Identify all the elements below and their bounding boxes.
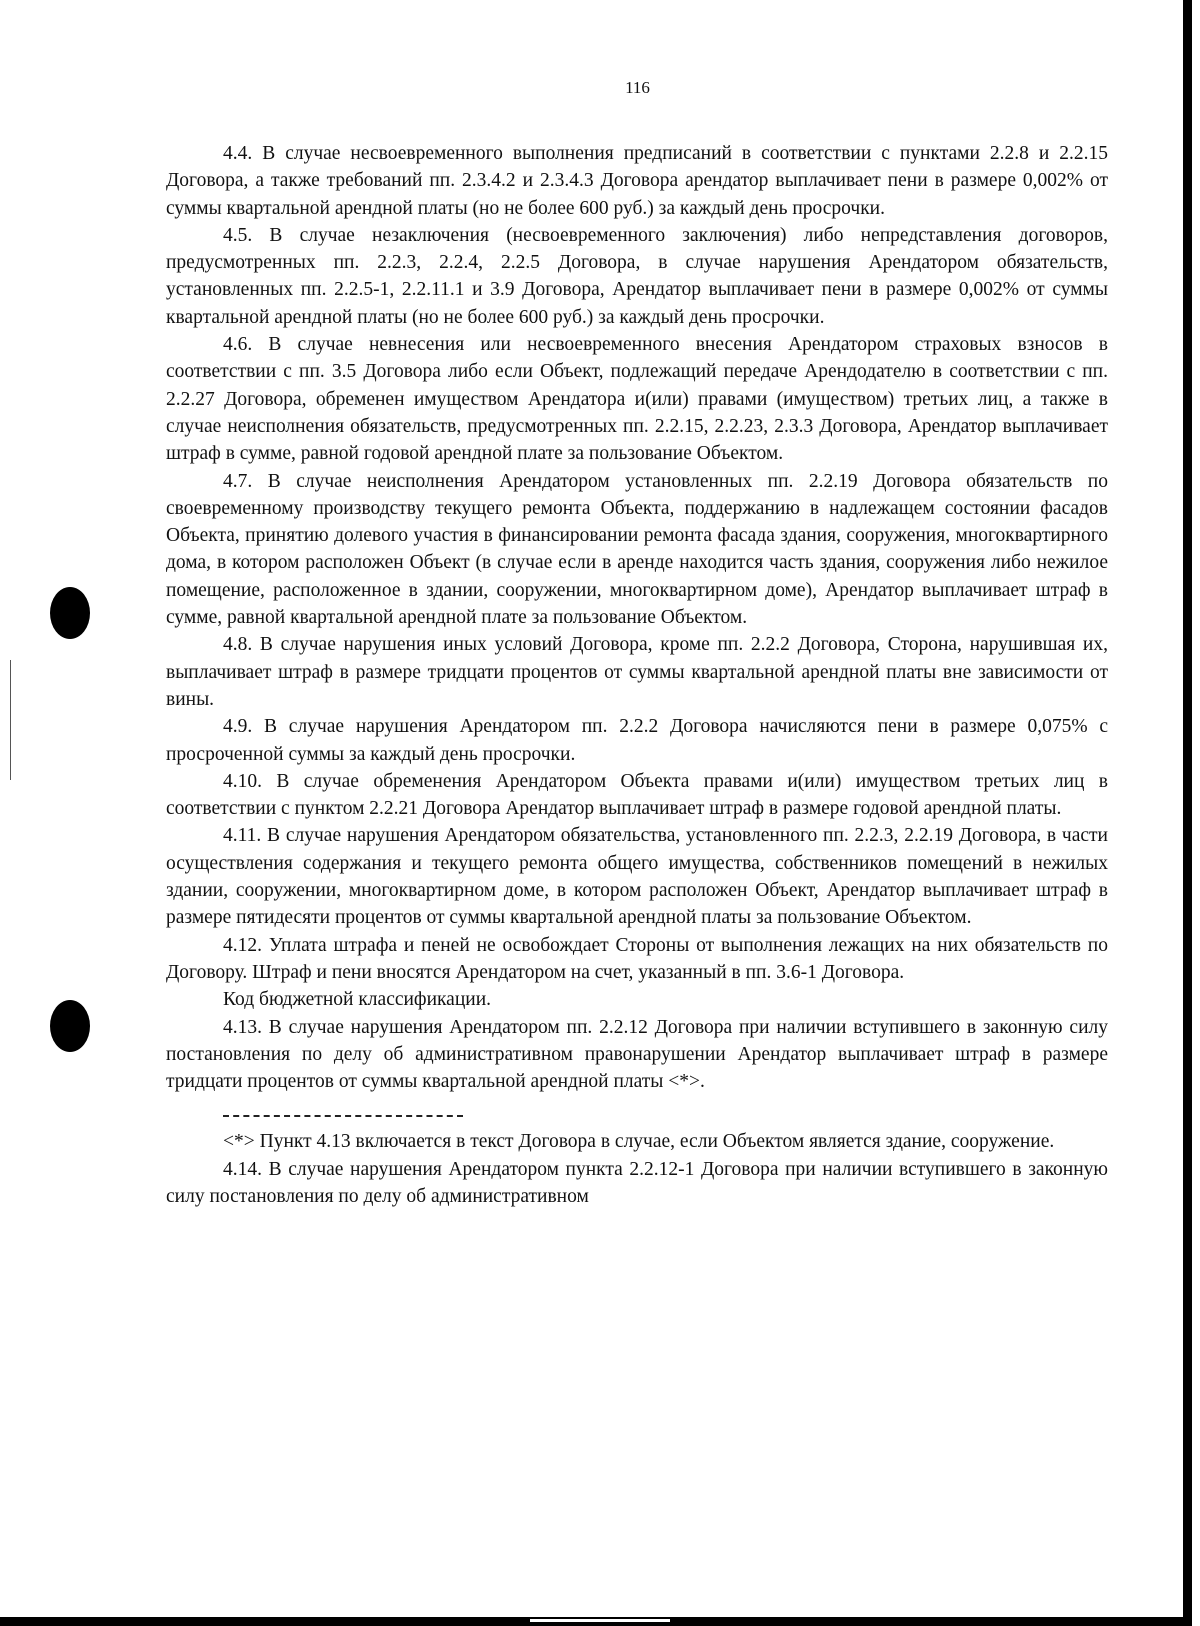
footnote-separator [223,1115,463,1118]
document-body [166,140,1108,1210]
paragraph-4-13: 4.13. В случае нарушения Арендатором пп. 2.2.12 Договора при наличии вступившего в законную силу постановления по делу об административном правонарушении Арендатор выплачивает штраф в размере тридцати процентов от суммы квартальной арендной платы <*>. [166,1016,1108,1093]
paragraph-4-11: 4.11. В случае нарушения Арендатором обязательства, установленного пп. 2.2.3, 2.2.19 Договора, в части осуществления содержания и текущего ремонта общего имущества, собственников помещений в нежилых здании, сооружении, многоквартирном доме, в котором расположен Объект, Арендатор выплачивает штраф в размере пятидесяти процентов от суммы квартальной арендной платы за пользование Объектом. [166,825,1108,929]
paragraph-budget-code: Код бюджетной классификации. [223,989,492,1011]
page-number: 116 [625,78,650,97]
paragraph-4-10: 4.10. В случае обременения Арендатором Объекта правами и(или) имуществом третьих лиц в соответствии с пунктом 2.2.21 Договора Арендатор выплачивает штраф в размере годовой арендной платы. [166,770,1108,820]
paragraph-4-6: 4.6. В случае невнесения или несвоевременного внесения Арендатором страховых взносов в соответствии с пп. 3.5 Договора либо если Объект, подлежащий передаче Арендодателю в соответствии с пп. 2.2.27 Договора, обременен имуществом Арендатора и(или) правами (имуществом) третьих лиц, а также в случае неисполнения обязательств, предусмотренных пп. 2.2.15, 2.2.23, 2.3.3 Договора, Арендатор выплачивает штраф в сумме, равной годовой арендной плате за пользование Объектом. [166,334,1108,465]
paragraph-4-14: 4.14. В случае нарушения Арендатором пункта 2.2.12-1 Договора при наличии вступившего в законную силу постановления по делу об административном [166,1158,1108,1207]
scan-right-edge [1183,0,1192,1626]
punch-hole-top [50,587,90,639]
paragraph-4-8: 4.8. В случае нарушения иных условий Договора, кроме пп. 2.2.2 Договора, Сторона, нарушившая их, выплачивает штраф в размере тридцати процентов от суммы квартальной арендной платы вне зависимости от вины. [166,634,1108,710]
scan-bottom-edge-gap [530,1619,670,1622]
punch-hole-bottom [50,1000,90,1052]
paragraph-4-7: 4.7. В случае неисполнения Арендатором установленных пп. 2.2.19 Договора обязательств по своевременному производству текущего ремонта Объекта, поддержанию в надлежащем состоянии фасадов Объекта, принятию долевого участия в финансировании ремонта фасада здания, сооружения, многоквартирного дома, в котором расположен Объект (в случае если в аренде находится часть здания, сооружения либо нежилое помещение, расположенное в здании, сооружении, многоквартирном доме), Арендатор выплачивает штраф в сумме, равной квартальной арендной плате за пользование Объектом. [166,470,1108,629]
scan-margin-line [10,660,11,780]
footnote: <*> Пункт 4.13 включается в текст Договора в случае, если Объектом является здание, сооружение. [223,1131,1055,1153]
paragraph-4-12: 4.12. Уплата штрафа и пеней не освобождает Стороны от выполнения лежащих на них обязательств по Договору. Штраф и пени вносятся Арендатором на счет, указанный в пп. 3.6-1 Договора. [166,934,1108,983]
paragraph-4-5: 4.5. В случае незаключения (несвоевременного заключения) либо непредставления договоров, предусмотренных пп. 2.2.3, 2.2.4, 2.2.5 Договора, в случае нарушения Арендатором обязательств, установленных пп. 2.2.5-1, 2.2.11.1 и 3.9 Договора, Арендатор выплачивает пени в размере 0,002% от суммы квартальной арендной платы (но не более 600 руб.) за каждый день просрочки. [166,224,1108,328]
paragraph-4-4: 4.4. В случае несвоевременного выполнения предписаний в соответствии с пунктами 2.2.8 и 2.2.15 Договора, а также требований пп. 2.3.4.2 и 2.3.4.3 Договора арендатор выплачивает пени в размере 0,002% от суммы квартальной арендной платы (но не более 600 руб.) за каждый день просрочки. [166,143,1108,219]
paragraph-4-9: 4.9. В случае нарушения Арендатором пп. 2.2.2 Договора начисляются пени в размере 0,075% с просроченной суммы за каждый день просрочки. [166,716,1108,765]
